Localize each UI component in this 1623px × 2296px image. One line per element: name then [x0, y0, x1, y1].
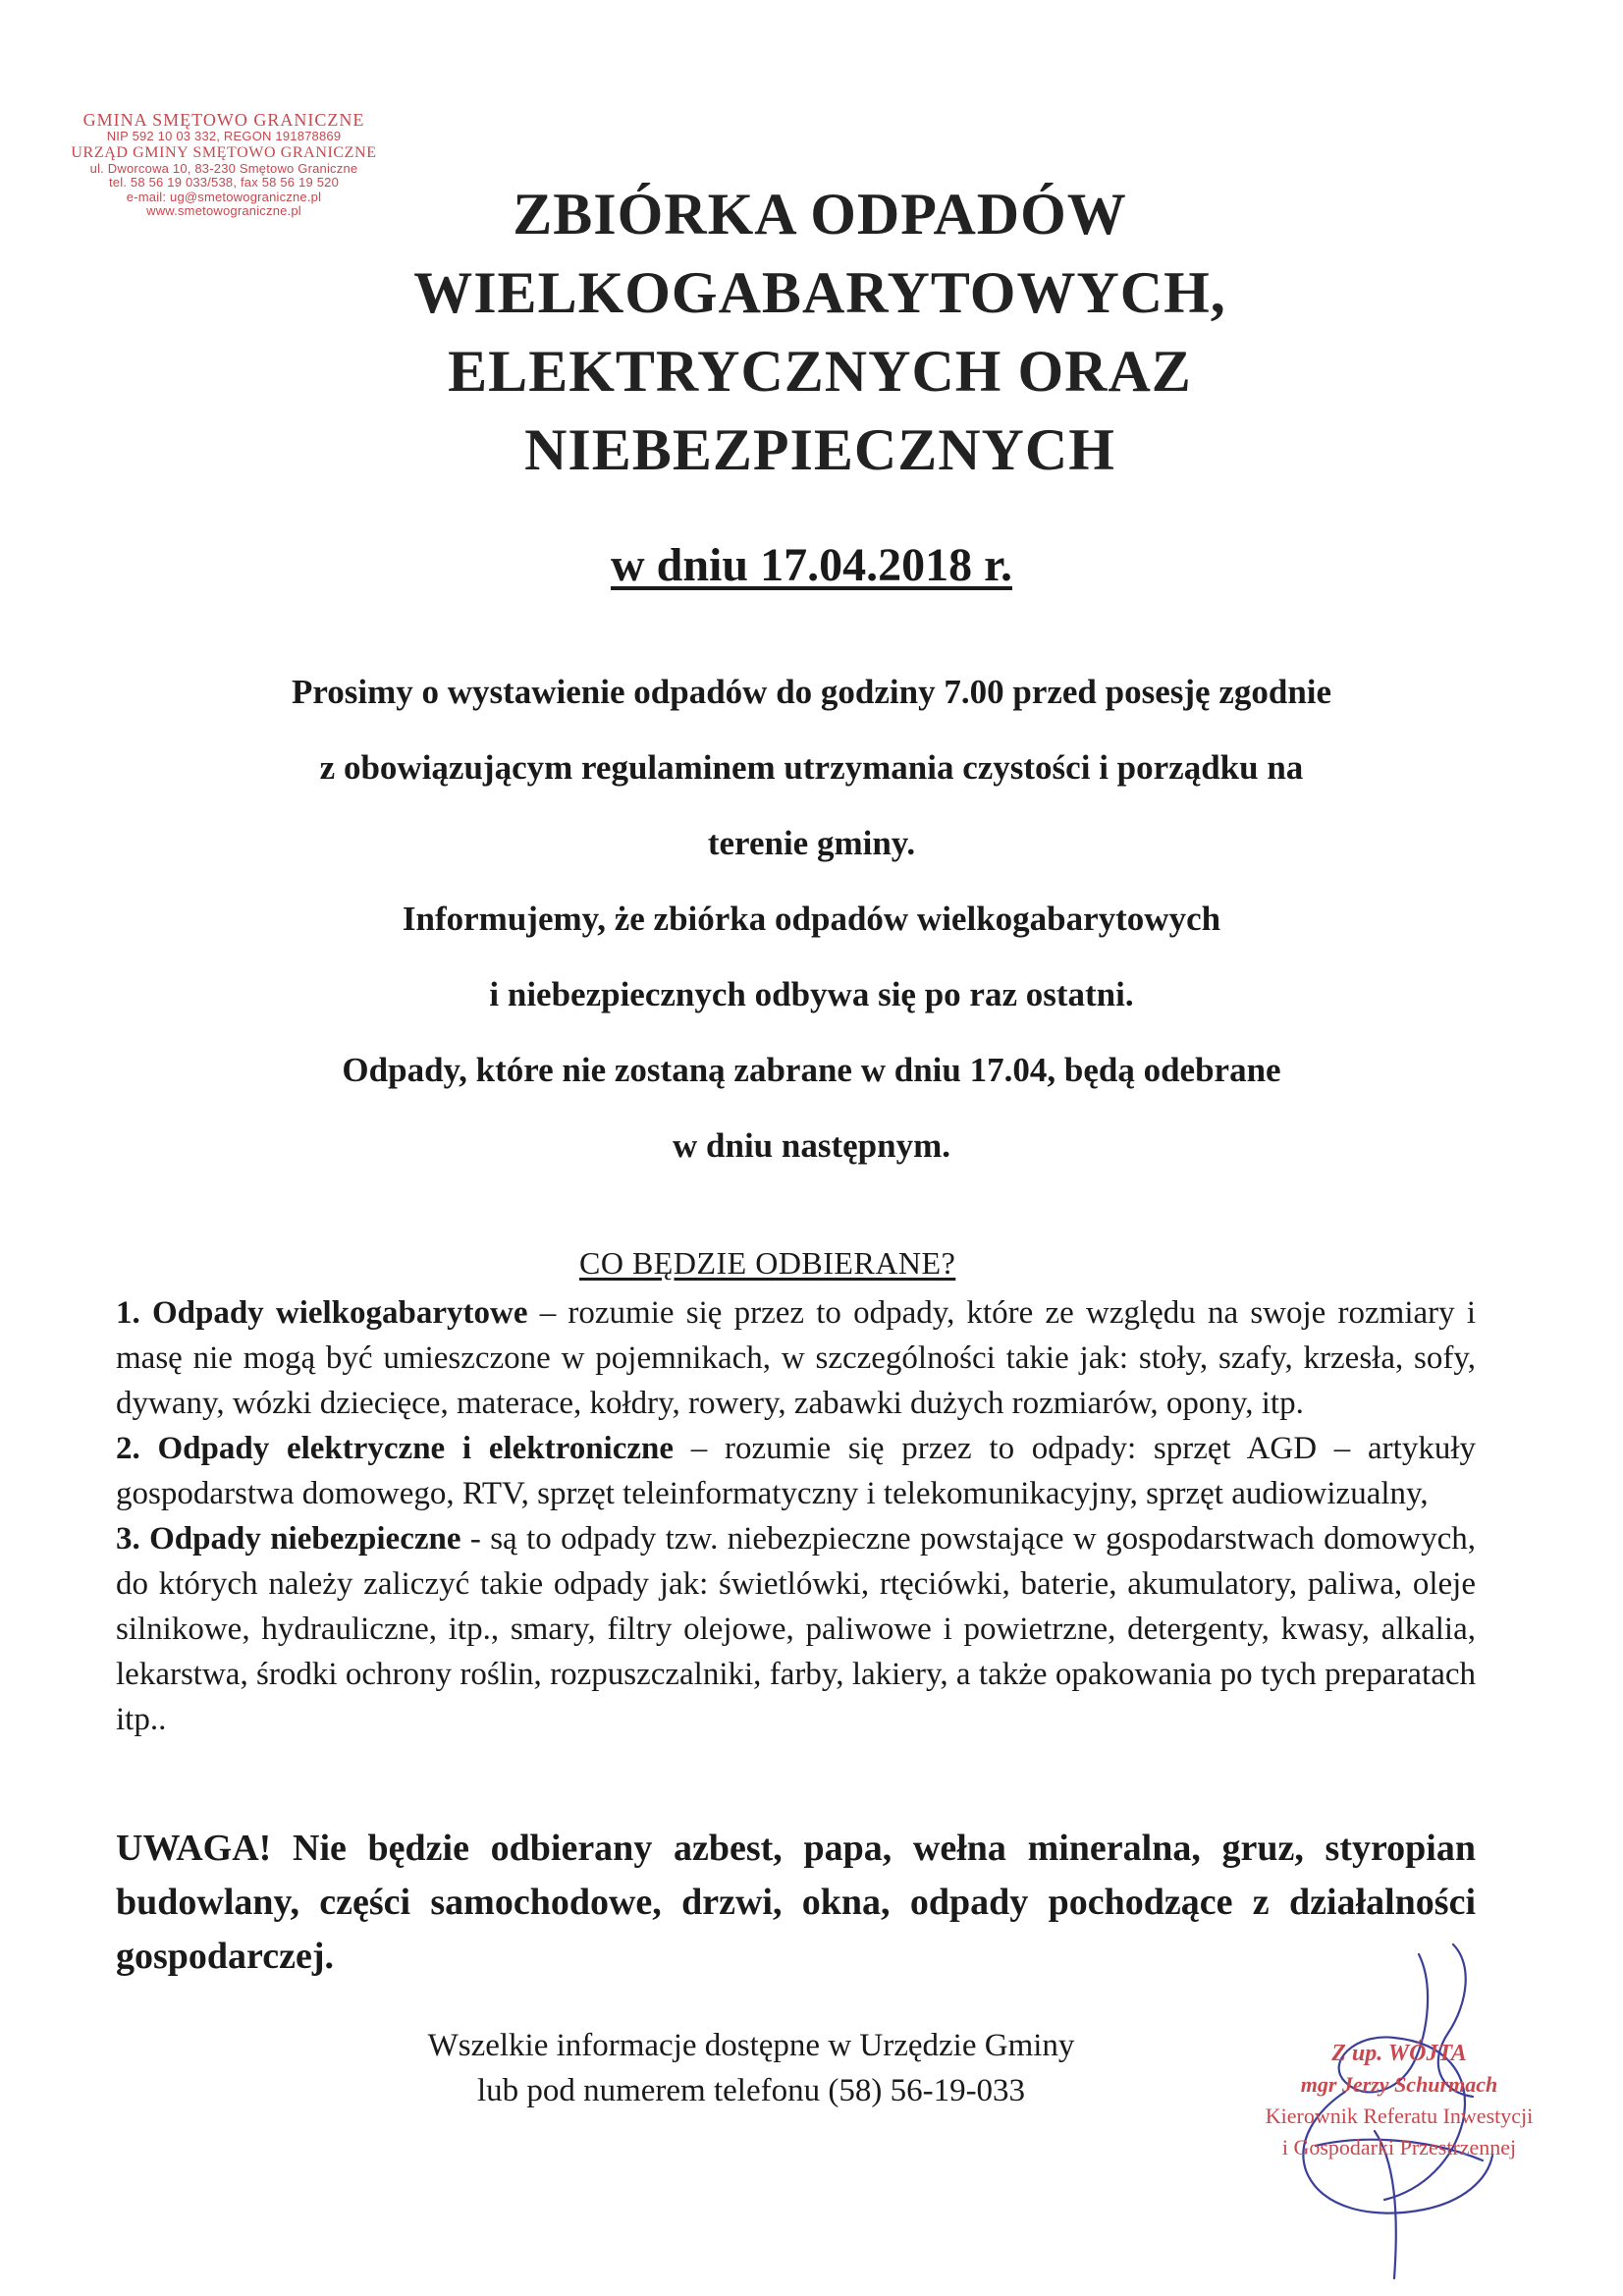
contact-info: [344, 2023, 1159, 2113]
contact-line: Wszelkie informacje dostępne w Urzędzie Gminy: [427, 2028, 1075, 2063]
intro-line: z obowiązującym regulaminem utrzymania czystości i porządku na: [319, 748, 1304, 787]
list-item-label: 1. Odpady wielkogabarytowe: [116, 1295, 528, 1331]
waste-items-list: [116, 1290, 1476, 1742]
stamp-line: www.smetowograniczne.pl: [146, 203, 301, 219]
title-line: ELEKTRYCZNYCH ORAZ: [448, 339, 1192, 404]
list-item: [116, 1290, 1476, 1426]
stamp-line: URZĄD GMINY SMĘTOWO GRANICZNE: [71, 143, 377, 161]
intro-line: Informujemy, że zbiórka odpadów wielkogabarytowych: [402, 900, 1221, 938]
signature-line: i Gospodarki Przestrzennej: [1281, 2135, 1517, 2159]
intro-line: w dniu następnym.: [672, 1126, 950, 1165]
collection-date: [0, 538, 1623, 592]
signature-line: Z up. WÓJTA: [1331, 2041, 1467, 2066]
intro-line: Odpady, które nie zostaną zabrane w dniu 17.04, będą odebrane: [342, 1051, 1281, 1089]
section-heading: CO BĘDZIE ODBIERANE?: [579, 1245, 956, 1281]
intro-line: i niebezpiecznych odbywa się po raz ostatni.: [489, 975, 1134, 1013]
stamp-line: tel. 58 56 19 033/538, fax 58 56 19 520: [108, 175, 340, 191]
signature-line: Kierownik Referatu Inwestycji: [1265, 2104, 1534, 2128]
intro-line: Prosimy o wystawienie odpadów do godziny 7.00 przed posesję zgodnie: [291, 673, 1332, 711]
list-item-label: 2. Odpady elektryczne i elektroniczne: [116, 1431, 675, 1466]
stamp-line: e-mail: ug@smetowograniczne.pl: [126, 189, 322, 204]
collection-date-text: w dniu 17.04.2018 r.: [611, 539, 1012, 591]
title-line: WIELKOGABARYTOWYCH,: [413, 260, 1226, 325]
list-item-label: 3. Odpady niebezpieczne: [116, 1521, 461, 1557]
intro-paragraph: [98, 654, 1525, 1183]
title-line: ZBIÓRKA ODPADÓW: [513, 182, 1127, 246]
warning-notice: UWAGA! Nie będzie odbierany azbest, papa, wełna mineralna, gruz, styropian budowlany, części samochodowe, drzwi, okna, odpady pochodzące z działalności gospodarczej.: [116, 1828, 1476, 1977]
stamp-line: GMINA SMĘTOWO GRANICZNE: [82, 110, 365, 130]
list-item: [116, 1426, 1476, 1516]
title-line: NIEBEZPIECZNYCH: [524, 417, 1115, 482]
stamp-line: NIP 592 10 03 332, REGON 191878869: [106, 129, 342, 144]
signature-line: mgr Jerzy Schurmach: [1300, 2072, 1498, 2097]
contact-line: lub pod numerem telefonu (58) 56-19-033: [476, 2073, 1026, 2108]
intro-line: terenie gminy.: [707, 824, 916, 862]
list-item-text: – rozumie się przez to odpady, które ze względu na swoje rozmiary i masę nie mogą być umieszczone w pojemnikach, w szczególności takie jak: stoły, szafy, krzesła, sofy, dywany, wózki dziecięce, materace, kołdry, rowery, zabawki dużych rozmiarów, opony, itp.: [116, 1295, 1476, 1421]
stamp-line: ul. Dworcowa 10, 83-230 Smętowo Graniczne: [89, 160, 358, 176]
page-title: [334, 175, 1306, 489]
signature-stamp: [1232, 2038, 1566, 2163]
list-item-text: - są to odpady tzw. niebezpieczne powstające w gospodarstwach domowych, do których należy zaliczyć takie odpady jak: świetlówki, rtęciówki, baterie, akumulatory, paliwa, oleje silnikowe, hydrauliczne, itp., smary, filtry olejowe, paliwowe i powietrzne, detergenty, kwasy, alkalia, lekarstwa, środki ochrony roślin, rozpuszczalniki, farby, lakiery, a także opakowania po tych preparatach itp..: [116, 1521, 1477, 1737]
list-item-text: – rozumie się przez to odpady: sprzęt AGD – artykuły gospodarstwa domowego, RTV, sprzęt teleinformatyczny i telekomunikacyjny, sprzęt audiowizualny,: [116, 1431, 1477, 1511]
list-item: [116, 1516, 1476, 1742]
